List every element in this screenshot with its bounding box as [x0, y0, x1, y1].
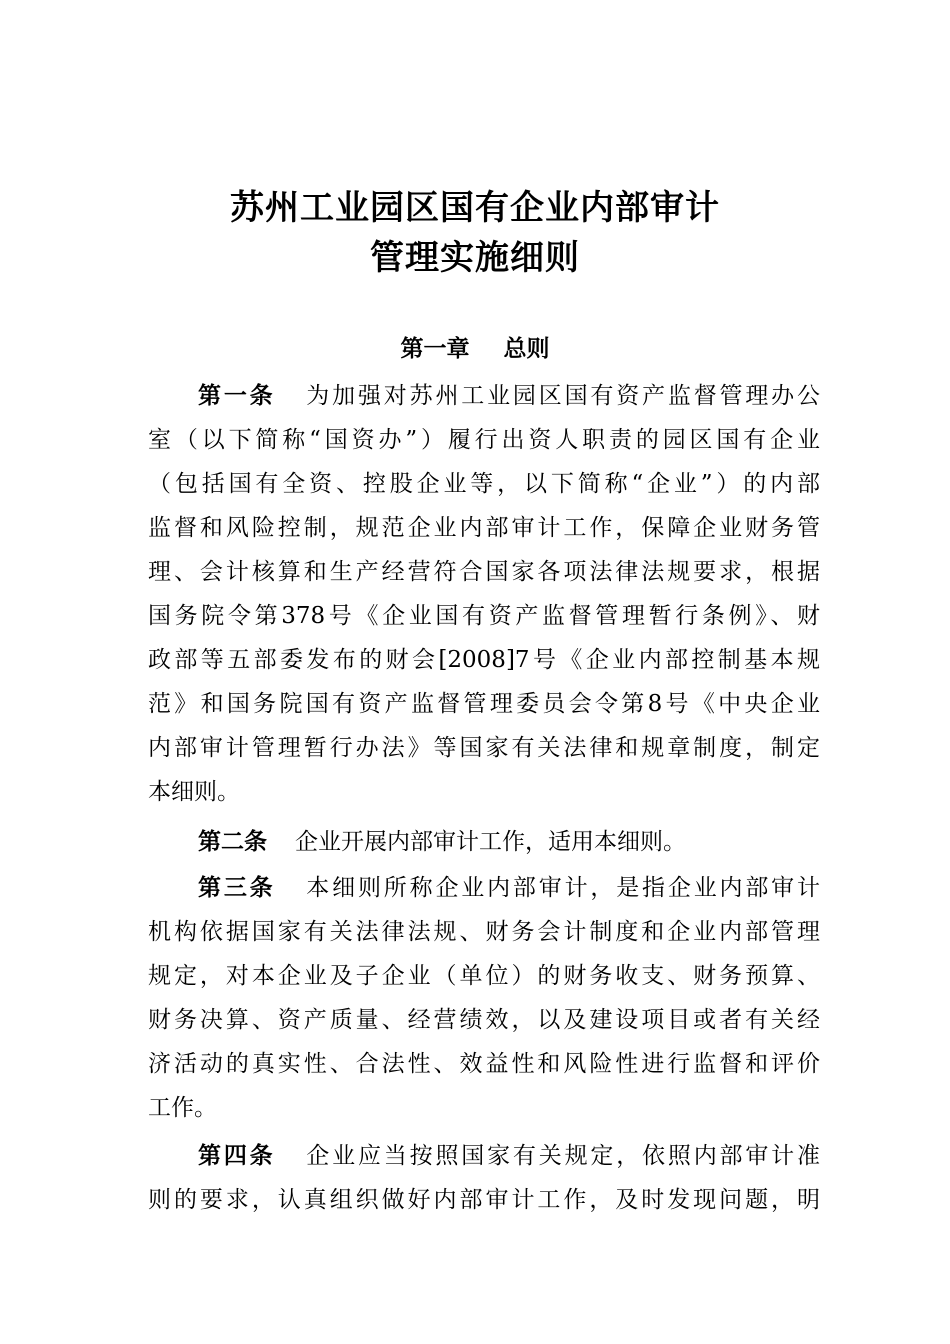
- article-label: 第二条: [198, 828, 267, 855]
- article-label: 第一条: [198, 382, 276, 409]
- article-1-line-1: [198, 374, 820, 418]
- article-2-line-1: [198, 820, 820, 864]
- article-text: 为加强对苏州工业园区国有资产监督管理办公: [303, 383, 821, 409]
- document-title-line-2: 管理实施细则: [370, 238, 580, 278]
- article-label: 第四条: [198, 1142, 276, 1169]
- chapter-heading: [0, 334, 950, 364]
- article-text: 本细则所称企业内部审计，是指企业内部审计: [303, 875, 821, 901]
- article-1-line-5: 理、会计核算和生产经营符合国家各项法律法规要求，根据: [148, 559, 820, 585]
- article-1-line-4: 监督和风险控制，规范企业内部审计工作，保障企业财务管: [148, 515, 820, 541]
- article-1-line-9: 内部审计管理暂行办法》等国家有关法律和规章制度，制定: [148, 735, 820, 761]
- chapter-number: 第一章: [400, 335, 470, 362]
- article-1-line-2: 室（以下简称“国资办”）履行出资人职责的园区国有企业: [148, 427, 820, 453]
- article-1-line-3: （包括国有全资、控股企业等，以下简称“企业”）的内部: [148, 471, 820, 497]
- article-3-line-4: 财务决算、资产质量、经营绩效，以及建设项目或者有关经: [148, 1007, 820, 1033]
- article-1-line-7: 政部等五部委发布的财会[2008]7号《企业内部控制基本规: [148, 647, 820, 673]
- article-4-line-1: [198, 1134, 820, 1178]
- chapter-name: 总则: [503, 335, 550, 362]
- article-label: 第三条: [198, 874, 276, 901]
- article-4-line-2: 则的要求，认真组织做好内部审计工作，及时发现问题，明: [148, 1187, 820, 1213]
- article-1-line-6: 国务院令第378号《企业国有资产监督管理暂行条例》、财: [148, 603, 820, 629]
- article-1-line-8: 范》和国务院国有资产监督管理委员会令第8号《中央企业: [148, 691, 820, 717]
- article-3-line-2: 机构依据国家有关法律法规、财务会计制度和企业内部管理: [148, 919, 820, 945]
- article-3-line-5: 济活动的真实性、合法性、效益性和风险性进行监督和评价: [148, 1051, 820, 1077]
- article-3-line-6: 工作。: [148, 1095, 217, 1121]
- article-text: 企业应当按照国家有关规定，依照内部审计准: [303, 1143, 821, 1169]
- article-3-line-1: [198, 866, 820, 910]
- article-3-line-3: 规定，对本企业及子企业（单位）的财务收支、财务预算、: [148, 963, 820, 989]
- document-title-line-1: 苏州工业园区国有企业内部审计: [230, 188, 720, 228]
- article-1-line-10: 本细则。: [148, 779, 240, 805]
- article-text: 企业开展内部审计工作，适用本细则。: [295, 829, 686, 855]
